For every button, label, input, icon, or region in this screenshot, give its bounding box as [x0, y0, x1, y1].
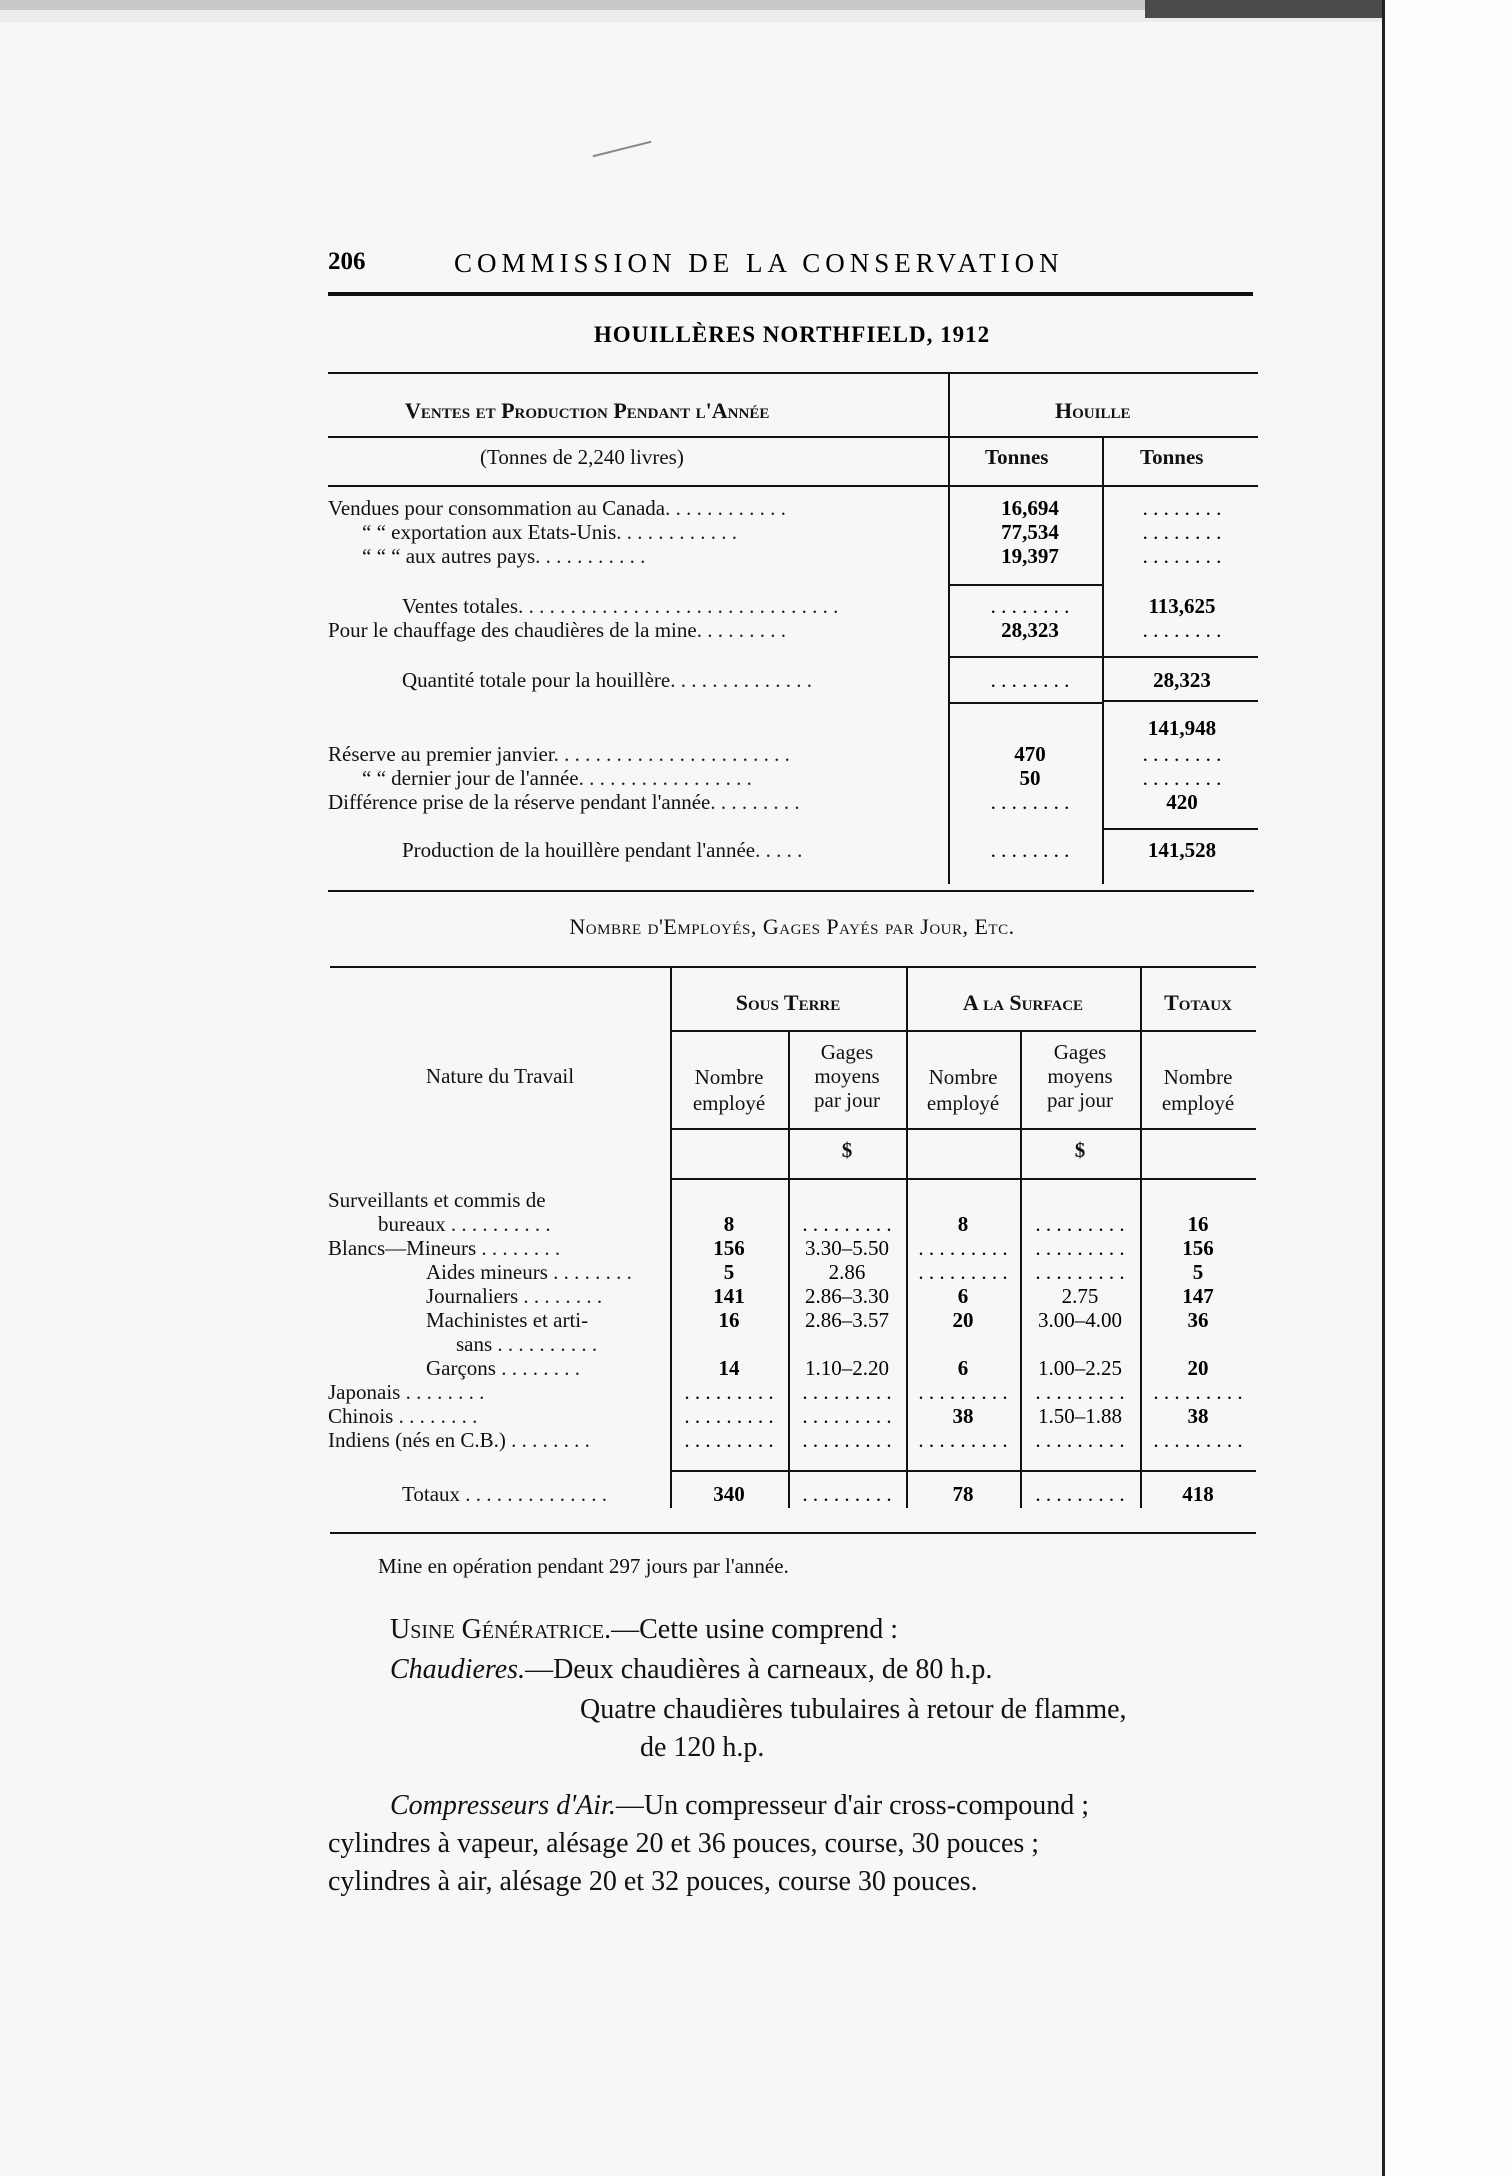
- totals-label: Totaux . . . . . . . . . . . . . .: [402, 1482, 608, 1506]
- table1-cell: 19,397: [1001, 544, 1059, 568]
- page-number: 206: [328, 248, 366, 275]
- table2-row-label: Aides mineurs . . . . . . . .: [426, 1260, 632, 1284]
- table2-cell-tot: 38: [1187, 1404, 1209, 1428]
- table2-cell-su-g: . . . . . . . . .: [1035, 1260, 1125, 1284]
- table2-cell-su-n: 6: [957, 1356, 969, 1380]
- table1-cell: . . . . . . . .: [1142, 520, 1222, 544]
- table1-cell: 28,323: [1001, 618, 1059, 642]
- table2-row-label: Garçons . . . . . . . .: [426, 1356, 580, 1380]
- table2-cell-tot: . . . . . . . . .: [1153, 1428, 1243, 1452]
- table1-cell: . . . . . . . .: [990, 594, 1070, 618]
- table2-cell-st-n: 5: [723, 1260, 735, 1284]
- table2-rule: [670, 1128, 1256, 1130]
- table2-cell-st-g: 2.86–3.57: [805, 1308, 889, 1332]
- table1-rule: [948, 702, 1102, 704]
- table2-row-label: Blancs—Mineurs . . . . . . . .: [328, 1236, 561, 1260]
- col-nature: Nature du Travail: [425, 1064, 575, 1088]
- table2-cell-tot: 36: [1187, 1308, 1209, 1332]
- table2-cell-tot: 156: [1182, 1236, 1214, 1260]
- table1-cell: 113,625: [1148, 594, 1216, 618]
- table2-cell-st-g: . . . . . . . . .: [802, 1404, 892, 1428]
- table2-rule: [670, 1470, 1256, 1472]
- col-tot-nombre: Nombre employé: [1161, 1065, 1235, 1115]
- paragraph-line: de 120 h.p.: [640, 1732, 765, 1763]
- dollar-sign: $: [841, 1138, 853, 1162]
- running-header: [328, 248, 1256, 288]
- table1-row-label: “ “ dernier jour de l'année. . . . . . . . . . . . . . . . .: [362, 766, 752, 790]
- header-rule: [328, 292, 1253, 296]
- table2-cell-su-n: . . . . . . . . .: [918, 1380, 1008, 1404]
- group-totaux: Totaux: [1164, 990, 1232, 1015]
- table1-cell: 141,528: [1147, 838, 1217, 862]
- table2-cell-su-n: 20: [952, 1308, 974, 1332]
- table2-cell-tot: 16: [1187, 1212, 1209, 1236]
- table1-cell: . . . . . . . .: [1142, 618, 1222, 642]
- table2-cell-tot: 20: [1187, 1356, 1209, 1380]
- table1-title: HOUILLÈRES NORTHFIELD, 1912: [593, 322, 991, 347]
- table2-rule: [670, 1030, 1256, 1032]
- table1-bottom-rule: [328, 890, 1254, 892]
- table1-rule: [948, 656, 1258, 658]
- table2-cell-st-g: 2.86–3.30: [805, 1284, 889, 1308]
- table1-cell: . . . . . . . .: [1142, 766, 1222, 790]
- table1-row-label: Vendues pour consommation au Canada. . . . . . . . . . . .: [328, 496, 786, 520]
- table1-row-label: Pour le chauffage des chaudières de la mine. . . . . . . . .: [328, 618, 786, 642]
- table2-row-label: Journaliers . . . . . . . .: [426, 1284, 603, 1308]
- table1-rule: [948, 584, 1102, 586]
- paragraph-line: Quatre chaudières tubulaires à retour de flamme,: [580, 1694, 1127, 1725]
- table1-row-label: Ventes totales. . . . . . . . . . . . . . . . . . . . . . . . . . . . . . .: [402, 594, 839, 618]
- table2-row-label: Surveillants et commis de bureaux . . . . . . . . . .: [328, 1188, 551, 1236]
- table1-col-header-left: Ventes et Production Pendant l'Année: [405, 398, 770, 423]
- table2-cell-st-g: 2.86: [828, 1260, 866, 1284]
- scan-right-margin: [1382, 0, 1512, 2176]
- running-title: COMMISSION DE LA CONSERVATION: [454, 248, 1064, 278]
- table2-row-label: Chinois . . . . . . . .: [328, 1404, 478, 1428]
- table2-cell-su-g: . . . . . . . . .: [1035, 1212, 1125, 1236]
- totals-su-g: . . . . . . . . .: [1035, 1482, 1125, 1506]
- dollar-sign: $: [1074, 1138, 1086, 1162]
- table2-cell-tot: 5: [1192, 1260, 1204, 1284]
- table1-cell: . . . . . . . .: [1142, 544, 1222, 568]
- table2-cell-su-n: . . . . . . . . .: [918, 1428, 1008, 1452]
- table1-vline-mid: [1102, 438, 1104, 884]
- totals-su-n: 78: [952, 1482, 974, 1506]
- table2-rule: [670, 1178, 1256, 1180]
- table1-cell: . . . . . . . .: [990, 668, 1070, 692]
- table2-cell-su-g: . . . . . . . . .: [1035, 1236, 1125, 1260]
- totals-st-g: . . . . . . . . .: [802, 1482, 892, 1506]
- table1-rule: [328, 436, 1258, 438]
- col-su-nombre: Nombre employé: [926, 1065, 1000, 1115]
- table1-cell: . . . . . . . .: [1142, 742, 1222, 766]
- table2-cell-su-g: 2.75: [1061, 1284, 1099, 1308]
- table2-cell-st-g: . . . . . . . . .: [802, 1380, 892, 1404]
- col-st-gages: Gages moyens par jour: [814, 1040, 880, 1112]
- table2-cell-tot: . . . . . . . . .: [1153, 1380, 1243, 1404]
- table1-cell: 470: [1014, 742, 1046, 766]
- table1-rule: [1102, 828, 1258, 830]
- table1-top-rule: [328, 372, 1258, 374]
- table2-cell-st-n: 156: [713, 1236, 745, 1260]
- table2-cell-st-g: . . . . . . . . .: [802, 1428, 892, 1452]
- table2-cell-tot: 147: [1182, 1284, 1214, 1308]
- table2-top-rule: [330, 966, 1256, 968]
- table2-cell-su-n: 8: [957, 1212, 969, 1236]
- table1-cell: . . . . . . . .: [990, 838, 1070, 862]
- table1-cell: . . . . . . . .: [1142, 496, 1222, 520]
- group-surface: A la Surface: [962, 990, 1084, 1015]
- table1-cell: 16,694: [1001, 496, 1059, 520]
- table2-row-label: Machinistes et arti- sans . . . . . . . . . .: [426, 1308, 598, 1356]
- table2-cell-st-n: . . . . . . . . .: [684, 1404, 774, 1428]
- paragraph-line: cylindres à vapeur, alésage 20 et 36 pouces, course, 30 pouces ;: [328, 1828, 1040, 1859]
- table2-cell-su-g: . . . . . . . . .: [1035, 1380, 1125, 1404]
- table2-cell-st-n: 14: [718, 1356, 740, 1380]
- table1-vline-main: [948, 372, 950, 884]
- table1-rule: [328, 485, 1258, 487]
- table2-cell-st-n: 16: [718, 1308, 740, 1332]
- table2-cell-su-g: . . . . . . . . .: [1035, 1428, 1125, 1452]
- paragraph-line: cylindres à air, alésage 20 et 32 pouces, course 30 pouces.: [328, 1866, 978, 1897]
- table1-row-label: Quantité totale pour la houillère. . . . . . . . . . . . . .: [402, 668, 812, 692]
- table2-cell-st-g: . . . . . . . . .: [802, 1212, 892, 1236]
- table1-subheader-c1: Tonnes: [985, 445, 1049, 469]
- table2-cell-st-g: 1.10–2.20: [805, 1356, 889, 1380]
- table1-subheader-c2: Tonnes: [1140, 445, 1204, 469]
- table1-cell: 50: [1019, 766, 1041, 790]
- table2-row-label: Japonais . . . . . . . .: [328, 1380, 485, 1404]
- totals-st-n: 340: [713, 1482, 745, 1506]
- scan-top-edge-dark: [1145, 0, 1382, 18]
- table2-cell-st-n: . . . . . . . . .: [684, 1428, 774, 1452]
- table2-cell-su-g: 3.00–4.00: [1038, 1308, 1122, 1332]
- table2-row-label: Indiens (nés en C.B.) . . . . . . . .: [328, 1428, 590, 1452]
- col-su-gages: Gages moyens par jour: [1047, 1040, 1113, 1112]
- table1-cell: 28,323: [1153, 668, 1211, 692]
- totals-tot: 418: [1182, 1482, 1214, 1506]
- table2-cell-st-n: 141: [713, 1284, 745, 1308]
- table1-row-label: Différence prise de la réserve pendant l'année. . . . . . . . .: [328, 790, 800, 814]
- table1-cell: 77,534: [1001, 520, 1059, 544]
- paragraph-chaudieres: Chaudieres.—Deux chaudières à carneaux, de 80 h.p.: [390, 1654, 993, 1685]
- paragraph-compresseurs: Compresseurs d'Air.—Un compresseur d'air cross-compound ;: [390, 1790, 1090, 1821]
- table2-cell-su-g: 1.50–1.88: [1038, 1404, 1122, 1428]
- table1-row-label: Production de la houillère pendant l'année. . . . .: [402, 838, 803, 862]
- table1-col-header-right: Houille: [1055, 398, 1131, 423]
- table2-cell-st-n: 8: [723, 1212, 735, 1236]
- table1-row-label: “ “ exportation aux Etats-Unis. . . . . . . . . . . .: [362, 520, 738, 544]
- table1-rule: [1102, 700, 1258, 702]
- scan-top-edge: [0, 0, 1145, 10]
- table1-cell: 141,948: [1147, 716, 1217, 740]
- table2-title: Nombre d'Employés, Gages Payés par Jour, Etc.: [569, 914, 1015, 939]
- table2-cell-su-n: 6: [957, 1284, 969, 1308]
- table1-subheader-left: (Tonnes de 2,240 livres): [480, 445, 684, 469]
- table2-note: Mine en opération pendant 297 jours par l'année.: [378, 1554, 789, 1578]
- table2-cell-su-g: 1.00–2.25: [1038, 1356, 1122, 1380]
- table2-cell-su-n: . . . . . . . . .: [918, 1260, 1008, 1284]
- paragraph-usine: Usine Génératrice.—Cette usine comprend :: [390, 1614, 899, 1645]
- table1-cell: 420: [1166, 790, 1198, 814]
- col-st-nombre: Nombre employé: [692, 1065, 766, 1115]
- group-sous-terre: Sous Terre: [735, 990, 841, 1015]
- table1-cell: . . . . . . . .: [990, 790, 1070, 814]
- table2-cell-st-g: 3.30–5.50: [805, 1236, 889, 1260]
- table2-bottom-rule: [330, 1532, 1256, 1534]
- table2-cell-st-n: . . . . . . . . .: [684, 1380, 774, 1404]
- table1-row-label: “ “ “ aux autres pays. . . . . . . . . . .: [362, 544, 646, 568]
- table1-row-label: Réserve au premier janvier. . . . . . . . . . . . . . . . . . . . . . .: [328, 742, 790, 766]
- table2-cell-su-n: . . . . . . . . .: [918, 1236, 1008, 1260]
- table2-cell-su-n: 38: [952, 1404, 974, 1428]
